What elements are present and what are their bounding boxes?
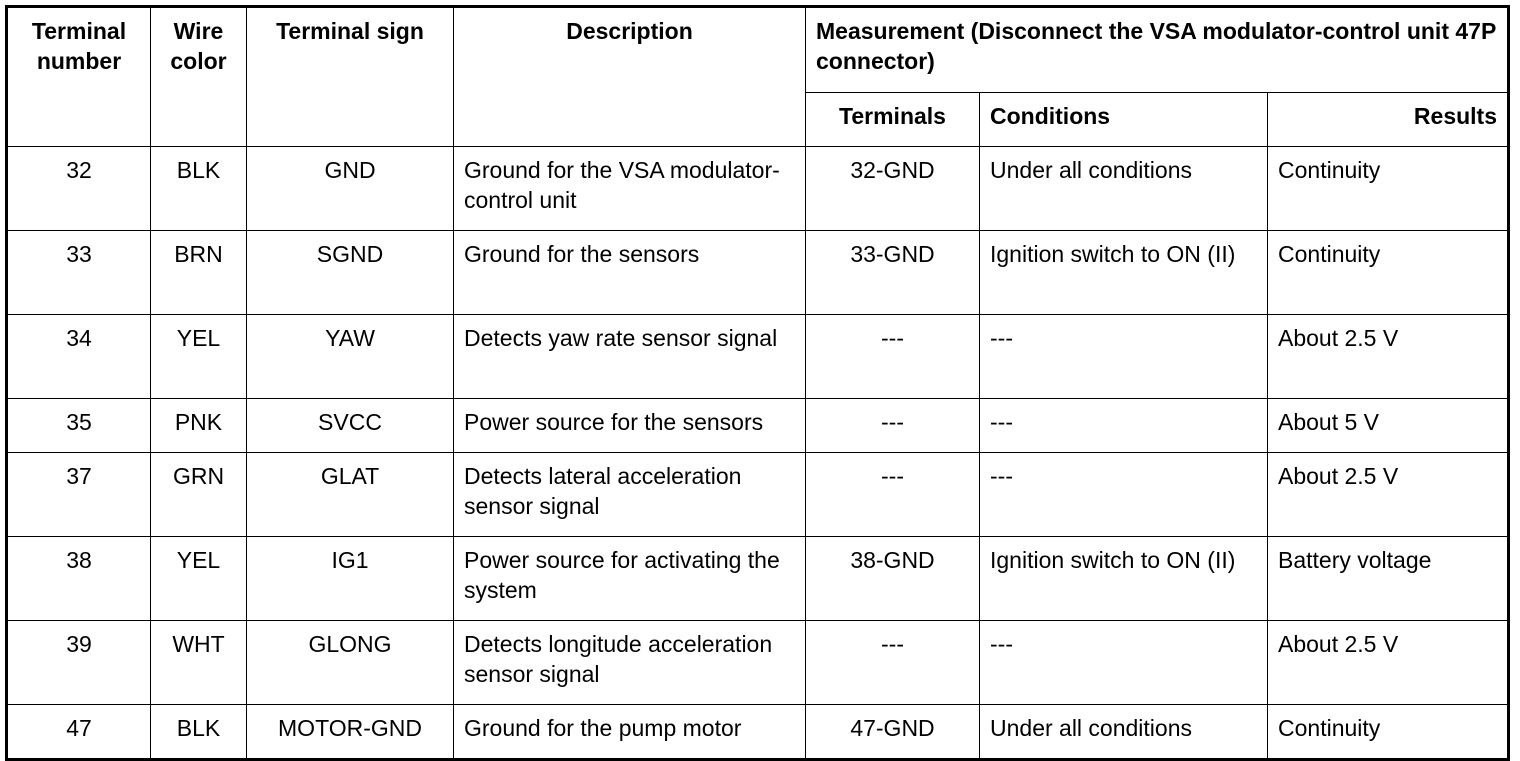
cell-terminals: 33-GND (806, 231, 980, 315)
cell-description: Ground for the sensors (454, 231, 806, 315)
cell-terminal-sign: MOTOR-GND (247, 705, 454, 760)
cell-conditions: --- (980, 453, 1268, 537)
cell-terminal-number: 37 (7, 453, 151, 537)
cell-wire-color: BLK (151, 147, 247, 231)
cell-terminal-number: 34 (7, 315, 151, 399)
cell-description: Detects yaw rate sensor signal (454, 315, 806, 399)
header-terminals: Terminals (806, 93, 980, 147)
cell-terminal-sign: GLAT (247, 453, 454, 537)
cell-terminal-number: 33 (7, 231, 151, 315)
cell-conditions: Under all conditions (980, 705, 1268, 760)
cell-terminal-sign: GLONG (247, 621, 454, 705)
cell-description: Detects lateral acceleration sensor signal (454, 453, 806, 537)
cell-wire-color: YEL (151, 537, 247, 621)
cell-terminals: 32-GND (806, 147, 980, 231)
cell-conditions: Ignition switch to ON (II) (980, 231, 1268, 315)
cell-terminals: --- (806, 315, 980, 399)
cell-terminal-number: 35 (7, 399, 151, 453)
header-terminal-sign: Terminal sign (247, 7, 454, 147)
header-description: Description (454, 7, 806, 147)
cell-conditions: --- (980, 621, 1268, 705)
header-terminal-number: Terminal number (7, 7, 151, 147)
terminal-spec-table (5, 5, 1510, 761)
table-body (7, 147, 1509, 760)
cell-results: About 5 V (1268, 399, 1509, 453)
table-header (7, 7, 1509, 147)
cell-terminal-number: 39 (7, 621, 151, 705)
table-row (7, 705, 1509, 760)
cell-results: Continuity (1268, 231, 1509, 315)
cell-wire-color: PNK (151, 399, 247, 453)
cell-terminal-number: 32 (7, 147, 151, 231)
cell-wire-color: BLK (151, 705, 247, 760)
cell-results: About 2.5 V (1268, 453, 1509, 537)
cell-terminals: 38-GND (806, 537, 980, 621)
cell-conditions: --- (980, 315, 1268, 399)
cell-description: Ground for the VSA modulator-control unit (454, 147, 806, 231)
cell-conditions: --- (980, 399, 1268, 453)
table-row (7, 537, 1509, 621)
table-row (7, 621, 1509, 705)
cell-terminal-sign: YAW (247, 315, 454, 399)
table-row (7, 231, 1509, 315)
cell-terminal-sign: GND (247, 147, 454, 231)
cell-description: Ground for the pump motor (454, 705, 806, 760)
cell-results: About 2.5 V (1268, 621, 1509, 705)
cell-description: Detects longitude acceleration sensor signal (454, 621, 806, 705)
cell-description: Power source for the sensors (454, 399, 806, 453)
cell-terminal-number: 38 (7, 537, 151, 621)
cell-conditions: Under all conditions (980, 147, 1268, 231)
table-row (7, 315, 1509, 399)
table-row (7, 453, 1509, 537)
header-measurement: Measurement (Disconnect the VSA modulator-control unit 47P connector) (806, 7, 1509, 93)
cell-results: Continuity (1268, 705, 1509, 760)
cell-description: Power source for activating the system (454, 537, 806, 621)
cell-terminals: 47-GND (806, 705, 980, 760)
header-wire-color: Wire color (151, 7, 247, 147)
cell-results: About 2.5 V (1268, 315, 1509, 399)
cell-terminals: --- (806, 453, 980, 537)
cell-wire-color: GRN (151, 453, 247, 537)
table-row (7, 147, 1509, 231)
cell-terminal-sign: IG1 (247, 537, 454, 621)
cell-wire-color: BRN (151, 231, 247, 315)
cell-terminals: --- (806, 621, 980, 705)
table-row (7, 399, 1509, 453)
cell-wire-color: WHT (151, 621, 247, 705)
header-results: Results (1268, 93, 1509, 147)
cell-terminal-number: 47 (7, 705, 151, 760)
cell-conditions: Ignition switch to ON (II) (980, 537, 1268, 621)
cell-terminal-sign: SVCC (247, 399, 454, 453)
cell-results: Battery voltage (1268, 537, 1509, 621)
cell-terminals: --- (806, 399, 980, 453)
header-conditions: Conditions (980, 93, 1268, 147)
cell-wire-color: YEL (151, 315, 247, 399)
cell-results: Continuity (1268, 147, 1509, 231)
cell-terminal-sign: SGND (247, 231, 454, 315)
